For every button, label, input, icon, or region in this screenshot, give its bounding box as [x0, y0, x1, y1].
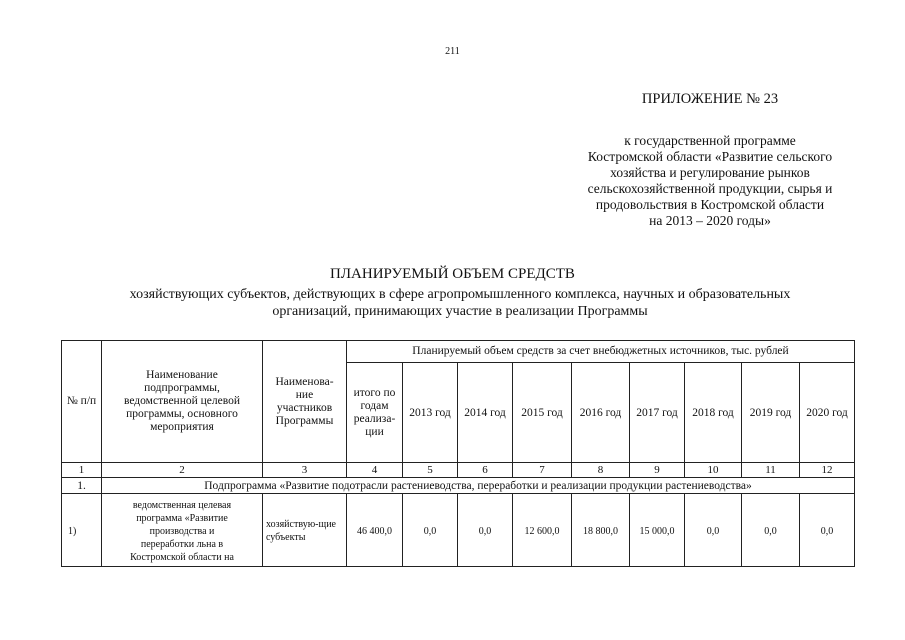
- subprogram-row: [62, 478, 855, 494]
- subprogram-num: 1.: [62, 478, 102, 494]
- subprogram-title: Подпрограмма «Развитие подотрасли растениеводства, переработки и реализации продукции растениеводства»: [102, 478, 855, 494]
- row-value: 15 000,0: [630, 494, 685, 567]
- row-value: 0,0: [458, 494, 513, 567]
- column-number: 2: [102, 463, 263, 478]
- row-participants: хозяйствую-щие субъекты: [263, 494, 347, 567]
- reference-line: к государственной программе: [624, 133, 796, 148]
- subtitle-line: организаций, принимающих участие в реализации Программы: [272, 304, 648, 319]
- row-value: 0,0: [685, 494, 742, 567]
- header-num: № п/п: [62, 341, 102, 463]
- column-number: 6: [458, 463, 513, 478]
- column-number: 9: [630, 463, 685, 478]
- header-participants: Наименова-ние участников Программы: [263, 341, 347, 463]
- column-number: 3: [263, 463, 347, 478]
- program-name-line: ведомственная целевая: [132, 499, 232, 511]
- row-value: 12 600,0: [513, 494, 572, 567]
- reference-line: на 2013 – 2020 годы»: [649, 213, 771, 228]
- document-subtitle: [80, 286, 840, 320]
- subtitle-line: хозяйствующих субъектов, действующих в сфере агропромышленного комплекса, научных и образовательных: [129, 287, 791, 302]
- reference-line: Костромской области «Развитие сельского: [587, 149, 833, 164]
- column-number: 10: [685, 463, 742, 478]
- document-title: ПЛАНИРУЕМЫЙ ОБЪЕМ СРЕДСТВ: [330, 266, 575, 282]
- appendix-heading: ПРИЛОЖЕНИЕ № 23: [641, 91, 779, 107]
- header-year: 2014 год: [458, 363, 513, 463]
- program-name-line: переработки льна в: [140, 538, 224, 550]
- row-total: 46 400,0: [347, 494, 403, 567]
- header-year: 2017 год: [630, 363, 685, 463]
- page-number: 211: [445, 46, 460, 57]
- row-program-name: [102, 494, 263, 567]
- row-value: 18 800,0: [572, 494, 630, 567]
- column-number: 11: [742, 463, 800, 478]
- program-name-line: Костромской области на: [130, 551, 234, 563]
- header-year: 2020 год: [800, 363, 855, 463]
- program-name-line: производства и: [149, 525, 215, 537]
- header-name: Наименование подпрограммы, ведомственной целевой программы, основного мероприятия: [102, 341, 263, 463]
- header-year: 2016 год: [572, 363, 630, 463]
- row-value: 0,0: [403, 494, 458, 567]
- reference-line: хозяйства и регулирование рынков: [610, 165, 810, 180]
- table-row: [62, 494, 855, 567]
- reference-line: сельскохозяйственной продукции, сырья и: [587, 181, 833, 196]
- column-number: 8: [572, 463, 630, 478]
- header-year: 2013 год: [403, 363, 458, 463]
- header-year: 2019 год: [742, 363, 800, 463]
- row-value: 0,0: [742, 494, 800, 567]
- program-reference: [560, 133, 860, 229]
- reference-line: продовольствия в Костромской области: [595, 197, 825, 212]
- column-number: 4: [347, 463, 403, 478]
- column-number: 5: [403, 463, 458, 478]
- column-number: 12: [800, 463, 855, 478]
- header-year: 2018 год: [685, 363, 742, 463]
- funding-table: [61, 340, 855, 567]
- header-total: итого по годам реализа-ции: [347, 363, 403, 463]
- column-number-row: [62, 463, 855, 478]
- column-number: 7: [513, 463, 572, 478]
- row-num: 1): [62, 494, 102, 567]
- program-name-line: программа «Развитие: [136, 512, 228, 524]
- column-number: 1: [62, 463, 102, 478]
- row-value: 0,0: [800, 494, 855, 567]
- header-year: 2015 год: [513, 363, 572, 463]
- header-group: Планируемый объем средств за счет внебюджетных источников, тыс. рублей: [347, 341, 855, 363]
